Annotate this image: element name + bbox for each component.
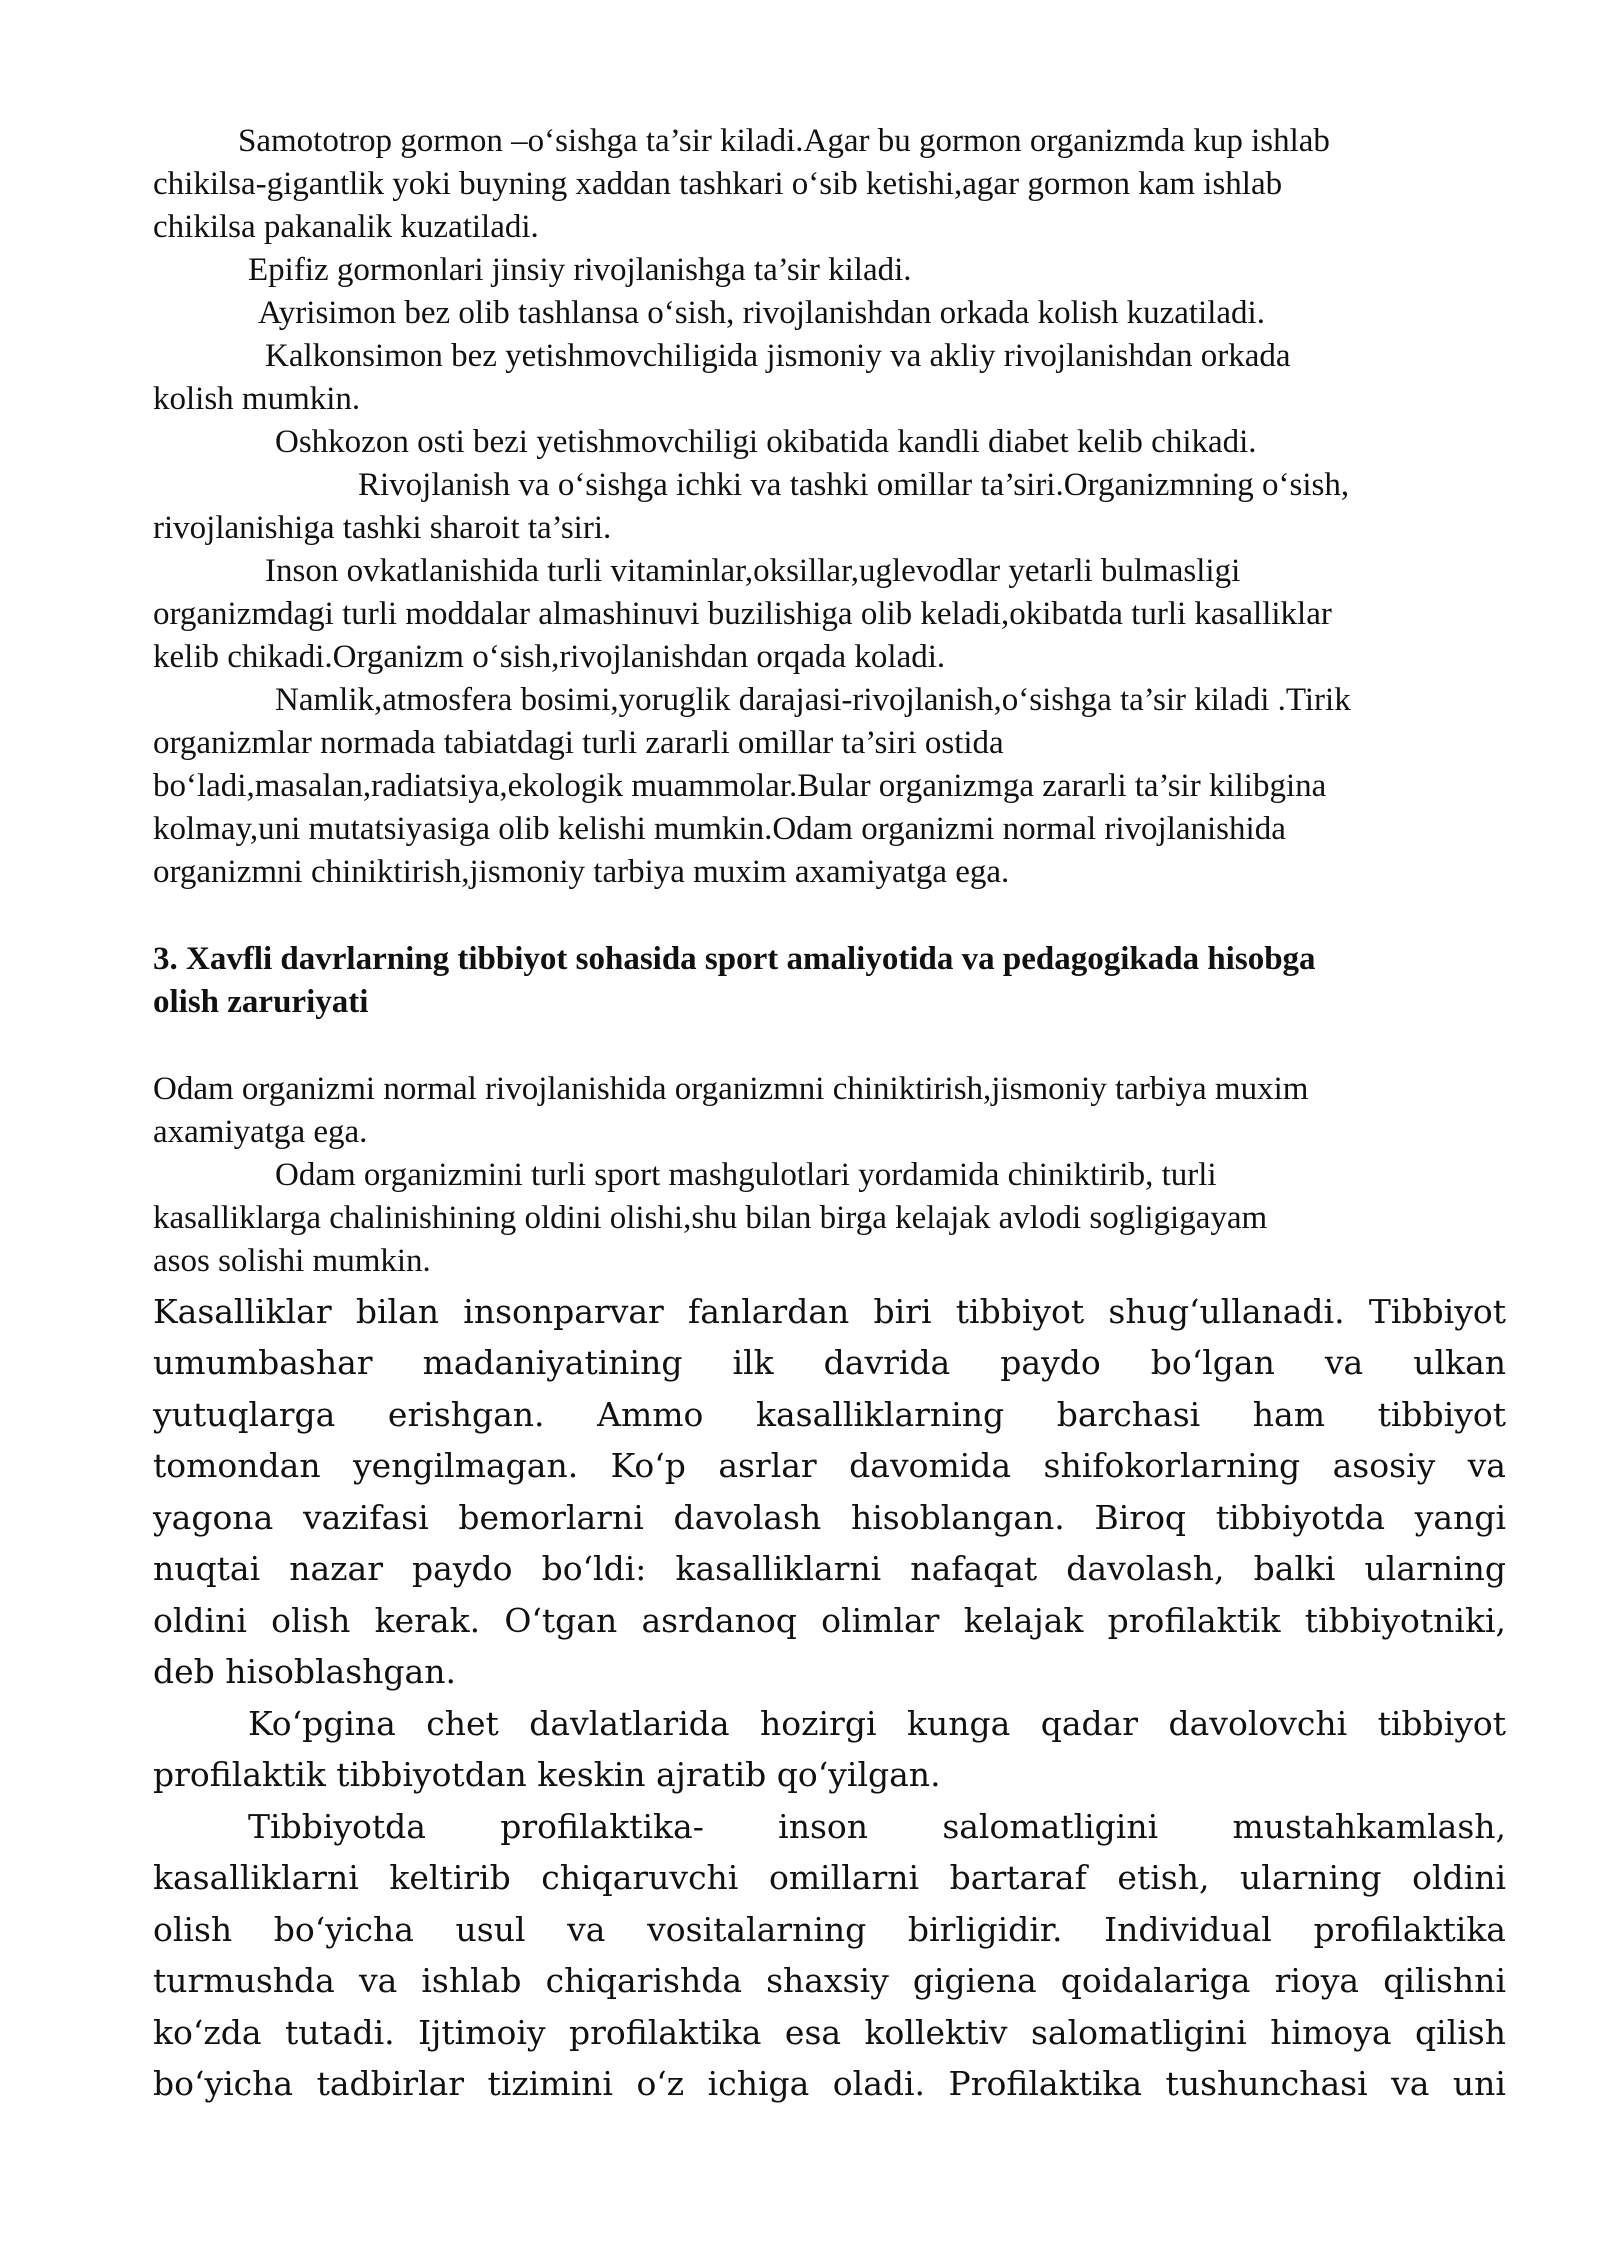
text-line: rivojlanishiga tashki sharoit ta’siri. <box>153 510 612 546</box>
text-line: bo‘ladi,masalan,radiatsiya,ekologik muammolar.Bular organizmga zararli ta’sir kilibgina <box>153 768 1327 804</box>
text-line: chikilsa-gigantlik yoki buyning xaddan tashkari o‘sib ketishi,agar gormon kam ishlab <box>153 166 1283 202</box>
text-line: organizmlar normada tabiatdagi turli zararli omillar ta’siri ostida <box>153 725 1004 761</box>
heading-line: olish zaruriyati <box>153 984 369 1020</box>
text-line: yutuqlarga erishgan. Ammo kasalliklarning barchasi ham tibbiyot <box>153 1395 1506 1434</box>
text-line: kolmay,uni mutatsiyasiga olib kelishi mumkin.Odam organizmi normal rivojlanishida <box>153 811 1286 847</box>
text-line: axamiyatga ega. <box>153 1114 368 1150</box>
text-line: deb hisoblashgan. <box>153 1652 456 1691</box>
text-line: kasalliklarga chalinishining oldini olishi,shu bilan birga kelajak avlodi sogligigayam <box>153 1200 1268 1236</box>
text-line: Tibbiyotda profilaktika- inson salomatligini mustahkamlash, <box>248 1807 1506 1846</box>
text-line: profilaktik tibbiyotdan keskin ajratib qo‘yilgan. <box>153 1755 941 1794</box>
text-line: Inson ovkatlanishida turli vitaminlar,oksillar,uglevodlar yetarli bulmasligi <box>265 553 1241 589</box>
text-line: Odam organizmi normal rivojlanishida organizmni chiniktirish,jismoniy tarbiya muxim <box>153 1071 1309 1107</box>
text-line: ko‘zda tutadi. Ijtimoiy profilaktika esa kollektiv salomatligini himoya qilish <box>153 2013 1506 2052</box>
text-line: Samototrop gormon –o‘sishga ta’sir kiladi.Agar bu gormon organizmda kup ishlab <box>238 123 1330 159</box>
text-line: chikilsa pakanalik kuzatiladi. <box>153 209 539 245</box>
heading-line: 3. Xavfli davrlarning tibbiyot sohasida sport amaliyotida va pedagogikada hisobga <box>153 941 1316 977</box>
text-line: bo‘yicha tadbirlar tizimini o‘z ichiga oladi. Profilaktika tushunchasi va uni <box>153 2064 1506 2103</box>
text-line: kelib chikadi.Organizm o‘sish,rivojlanishdan orqada koladi. <box>153 639 946 675</box>
text-line: nuqtai nazar paydo bo‘ldi: kasalliklarni nafaqat davolash, balki ularning <box>153 1549 1506 1588</box>
text-line: Odam organizmini turli sport mashgulotlari yordamida chiniktirib, turli <box>275 1157 1217 1193</box>
text-line: Namlik,atmosfera bosimi,yoruglik darajasi-rivojlanish,o‘sishga ta’sir kiladi .Tirik <box>275 682 1351 718</box>
text-line: organizmdagi turli moddalar almashinuvi buzilishiga olib keladi,okibatda turli kasalliklar <box>153 596 1332 632</box>
text-line: umumbashar madaniyatining ilk davrida paydo bo‘lgan va ulkan <box>153 1343 1506 1382</box>
text-line: Rivojlanish va o‘sishga ichki va tashki omillar ta’siri.Organizmning o‘sish, <box>358 467 1350 503</box>
text-line: Ayrisimon bez olib tashlansa o‘sish, rivojlanishdan orkada kolish kuzatiladi. <box>258 295 1265 331</box>
text-line: yagona vazifasi bemorlarni davolash hisoblangan. Biroq tibbiyotda yangi <box>153 1498 1506 1537</box>
text-line: Epifiz gormonlari jinsiy rivojlanishga ta’sir kiladi. <box>248 252 912 288</box>
text-line: Kalkonsimon bez yetishmovchiligida jismoniy va akliy rivojlanishdan orkada <box>265 338 1291 374</box>
text-line: Kasalliklar bilan insonparvar fanlardan biri tibbiyot shug‘ullanadi. Tibbiyot <box>153 1292 1506 1331</box>
text-line: Ko‘pgina chet davlatlarida hozirgi kunga qadar davolovchi tibbiyot <box>248 1704 1506 1743</box>
text-line: asos solishi mumkin. <box>153 1243 431 1279</box>
text-line: Oshkozon osti bezi yetishmovchiligi okibatida kandli diabet kelib chikadi. <box>275 424 1257 460</box>
text-line: kolish mumkin. <box>153 381 361 417</box>
text-line: turmushda va ishlab chiqarishda shaxsiy gigiena qoidalariga rioya qilishni <box>153 1961 1506 2000</box>
text-line: olish bo‘yicha usul va vositalarning birligidir. Individual profilaktika <box>153 1910 1506 1949</box>
text-line: oldini olish kerak. O‘tgan asrdanoq olimlar kelajak profilaktik tibbiyotniki, <box>153 1601 1506 1640</box>
text-line: tomondan yengilmagan. Ko‘p asrlar davomida shifokorlarning asosiy va <box>153 1446 1506 1485</box>
text-line: kasalliklarni keltirib chiqaruvchi omillarni bartaraf etish, ularning oldini <box>153 1858 1506 1897</box>
text-line: organizmni chiniktirish,jismoniy tarbiya muxim axamiyatga ega. <box>153 854 1010 890</box>
